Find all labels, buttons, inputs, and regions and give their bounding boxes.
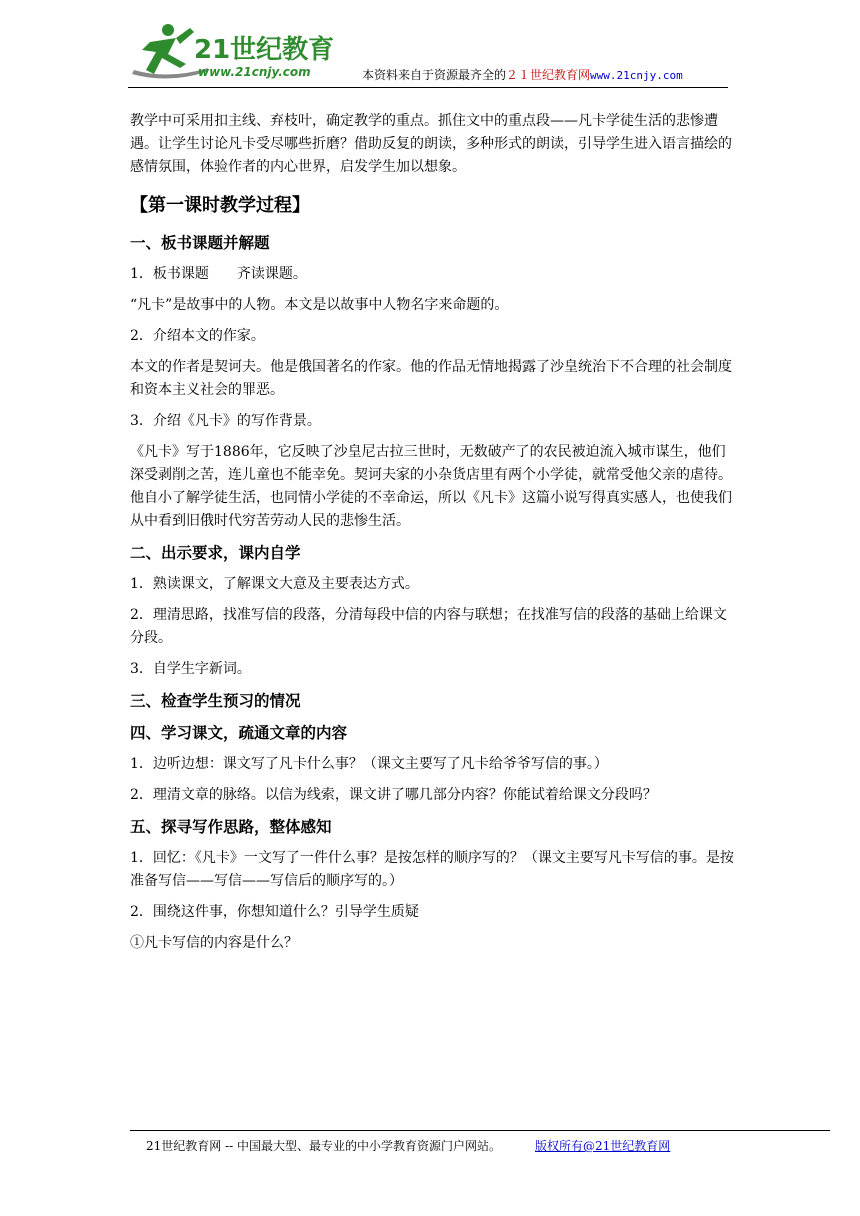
- paragraph: 1．熟读课文，了解课文大意及主要表达方式。: [130, 576, 419, 592]
- paragraph: 1．边听边想：课文写了凡卡什么事？（课文主要写了凡卡给爷爷写信的事。）: [130, 756, 608, 772]
- paragraph: 1．板书课题 齐读课题。: [130, 266, 307, 282]
- page-header: [0, 0, 860, 90]
- intro-paragraph: 教学中可采用扣主线、弃枝叶，确定教学的重点。抓住文中的重点段——凡卡学徒生活的悲惨遭遇。让学生讨论凡卡受尽哪些折磨？借助反复的朗读，多种形式的朗读，引导学生进入语言描绘的感情氛围，体验作者的内心世界，启发学生加以想象。: [130, 113, 732, 175]
- paragraph: 2．理清思路，找准写信的段落，分清每段中信的内容与联想；在找准写信的段落的基础上给课文分段。: [130, 607, 727, 646]
- footer-copyright-link[interactable]: 版权所有@21世纪教育网: [535, 1139, 671, 1153]
- document-body: [130, 110, 734, 963]
- paragraph: 2．介绍本文的作家。: [130, 328, 265, 344]
- section-heading-2: 二、出示要求，课内自学: [130, 544, 301, 562]
- paragraph: 《凡卡》写于1886年，它反映了沙皇尼古拉三世时，无数破产了的农民被迫流入城市谋生，他们深受剥削之苦，连儿童也不能幸免。契诃夫家的小杂货店里有两个小学徒，就常受他父亲的虐待。他自小了解学徒生活，也同情小学徒的不幸命运，所以《凡卡》这篇小说写得真实感人，也使我们从中看到旧俄时代穷苦劳动人民的悲惨生活。: [130, 444, 732, 529]
- header-url-link[interactable]: www.21cnjy.com: [590, 69, 683, 82]
- paragraph: 本文的作者是契诃夫。他是俄国著名的作家。他的作品无情地揭露了沙皇统治下不合理的社会制度和资本主义社会的罪恶。: [130, 359, 732, 398]
- footer-text: 21世纪教育网 -- 中国最大型、最专业的中小学教育资源门户网站。: [146, 1139, 502, 1153]
- header-divider: [128, 87, 728, 88]
- paragraph: “凡卡”是故事中的人物。本文是以故事中人物名字来命题的。: [130, 297, 509, 313]
- paragraph: 1．回忆：《凡卡》一文写了一件什么事？是按怎样的顺序写的？（课文主要写凡卡写信的事。是按准备写信——写信——写信后的顺序写的。）: [130, 850, 734, 889]
- paragraph: 2．围绕这件事，你想知道什么？引导学生质疑: [130, 904, 419, 920]
- section-heading-3: 三、检查学生预习的情况: [130, 692, 301, 710]
- footer-divider: [130, 1130, 830, 1131]
- header-site-name: ２１世纪教育网: [506, 68, 591, 82]
- paragraph: ①凡卡写信的内容是什么？: [130, 935, 298, 951]
- logo-21cnjy: [128, 20, 338, 82]
- logo-url: www.21cnjy.com: [198, 65, 311, 79]
- section-heading-5: 五、探寻写作思路，整体感知: [130, 818, 332, 836]
- paragraph: 3．自学生字新词。: [130, 661, 251, 677]
- page-footer: [146, 1137, 670, 1154]
- paragraph: 2．理清文章的脉络。以信为线索，课文讲了哪几部分内容？你能试着给课文分段吗？: [130, 787, 657, 803]
- lesson-title: 【第一课时教学过程】: [130, 195, 310, 216]
- section-heading-1: 一、板书课题并解题: [130, 234, 270, 252]
- logo-text: 21世纪教育: [194, 35, 335, 65]
- section-heading-4: 四、学习课文，疏通文章的内容: [130, 724, 348, 742]
- header-note: 本资料来自于资源最齐全的２１世纪教育网www.21cnjy.com: [362, 68, 683, 82]
- paragraph: 3．介绍《凡卡》的写作背景。: [130, 413, 321, 429]
